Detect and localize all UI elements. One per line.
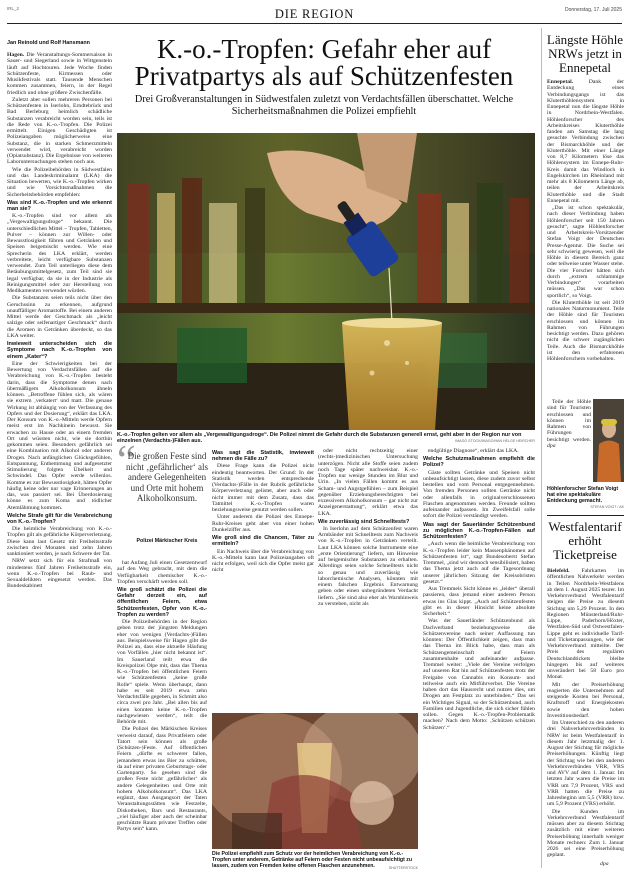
second-photo-credit: SHUTTERSTOCK — [388, 866, 418, 870]
article-column-4 — [423, 448, 535, 866]
paragraph: Gäste sollten Getränke und Speisen nicht unbeaufsichtigt lassen, diese zudem zuvor selbst bestellen und vom Personal entgegennehmen. Von fremden Personen sollten Getränke nicht oder allenfalls in originalverschlossenen Flaschen angenommen werden. Freunde sollten aufeinander aufpassen. Im Zweifelsfall solle sofort die Polizei verständigt werden. — [423, 469, 535, 520]
quote-text: Die großen Feste sind nicht ‚gefährlicher‘ als andere Gelegenheiten und Orte mit hohem Alkoholkonsum. — [126, 451, 208, 503]
paragraph: „Auch wenn die heimliche Verabreichung von K.-o.-Tropfen leider kein Massenphänomen auf Schützenfesten ist“, sagt Bundesoberst Stefan Tremmel, „sind wir dennoch sensibilisiert, haben das Thema jetzt auch auf die Tagesordnung unserer jährlichen Sitzung der Kreisobristen gesetzt.“ — [423, 541, 535, 585]
article-column-1 — [7, 52, 112, 867]
article-authors: Jan Reinold und Rolf Hansmann — [7, 40, 90, 46]
main-photo-caption: K.-o.-Tropfen gelten vor allem als „Vergewaltigungsdroge“. Die Polizei nimmt die Gefahr durch die Substanzen generell ernst, geht aber in der Region nur von einzelnen (Verdachts-)Fällen aus. — [117, 432, 522, 445]
sidebar2-dpa: dpa — [600, 861, 609, 867]
paragraph: Eine der Schwierigkeiten bei der Bewertung von Verdachtsfällen auf die Verabreichung von K.-o.-Tropfen besteht darin, dass die Symptome denen nach übermäßigem Alkoholkonsum ähneln können. „Betroffene fühlen sich, als wären sie extrem ‚verkatert‘ und matt. Die genaue Wirkung ist abhängig von der Verfassung des Opfers und der Dosierung“, erklärt das LKA. Der Konsum von K.-o.-Mitteln werde Opfern meist erst im Nachhinein bewusst. Sie erwachen zu Hause oder an einem fremden Ort und wüssten nicht, wie sie dorthin gekommen seien. Besonders gefährlich sei eine Kombination mit Alkohol oder anderen Drogen. Nach anfänglichen Glücksgefühlen, Entspannung, Enthemmung und aufgesetzter Stimulierung folgten Übelkeit und Schwindel. Das Opfer werde willenlos. Komme es zur Bewusstlosigkeit, hätten Opfer häufig keine oder nur vage Erinnerungen an das, was passiert sei. Bei Überdosierung könne es zum Koma und tödlicher Atemlähmung kommen. — [7, 360, 112, 511]
cave-explorer-photo — [593, 399, 624, 482]
section-title: DIE REGION — [274, 7, 355, 21]
headline-line-2: Privatpartys als auf Schützenfesten — [134, 61, 514, 91]
page-id: IRL_2 — [7, 6, 20, 11]
dateline: Hagen. — [7, 52, 25, 58]
drink-party-photo — [212, 713, 418, 849]
paragraph: oder nicht rechtzeitig einer (rechts-)medizinischen Untersuchung unterzögen. Nicht alle Stoffe seien zudem noch Tage später nachweisbar. K.-o.-Tropfen nur wenige Stunden im Blut und Urin. „In vielen Fällen kommt es aus Scham- und Angstgefühlen – zum Beispiel gegenüber Erziehungsberechtigten bei exzessivem Alkoholkonsum – gar nicht zur Anzeigenerstattung“, erklärt etwa das LKA. — [318, 448, 418, 517]
sidebar1-headline: Längste Höhle NRWs jetzt in Ennepetal — [546, 32, 624, 75]
paragraph: In Iserlohn auf dem Schützenfest waren Armbänder mit Schnelltests zum Nachweis von K.-o.-Tropfen in Getränken verteilt. Laut LKA können solche Instrumente eine „erste Orientierung“ liefern, um Hinweise auf beigemischte Substanzen zu erhalten. Allerdings seien solche Schnelltests nicht so genau und zuverlässig wie laborchemische Analysen, könnten mit einem falschen Ergebnis Entwarnung geben oder einen unbegründeten Verdacht liefern. „Sie sind also eher als Warnhinweis zu verstehen, nicht als — [318, 525, 418, 607]
subheading: Welche Strafe gilt für die Verabreichung von K.-o.-Tropfen? — [7, 512, 112, 525]
subheading: Wie zuverlässig sind Schnelltests? — [318, 518, 410, 525]
paragraph: hat Anfang Juli einen Gesetzentwurf auf den Weg gebracht, mit dem die Verfügbarkeit chemischer K.-o.-Tropfen verschärft werden soll. — [117, 560, 207, 585]
subheading: Welche Schutzmaßnahmen empfiehlt die Polizei? — [423, 456, 535, 469]
paragraph-text: Dank der Entdeckung eines Verbindungsgangs ist das Kluterthöhlensystem in Ennepetal nun die längste Höhle in Nordrhein-Westfalen. Höhlenforscher des Arbeitskreises Kluterthöhle fanden am Samstag die lang gesuchte Verbindung zwischen der Bismarckhöhle und der Kluterthöhle. Mit einer Länge von 8,7 Kilometern löse das Höhlensystem im Ennepe-Ruhr-Kreis damit das Windloch in Engelskirchen im Rheinland mit mehr als 8 Kilometern Länge ab, teilen der Arbeitskreis Kluterthöhle und die Stadt Ennepetal mit. — [547, 79, 624, 204]
paragraph: Die Polizei des Märkischen Kreises verweist darauf, dass Privatfeiern oder Tatort sein können als große (Schützen-)Feste. Auf öffentlichen Feiern „dürfte es schwerer fallen, jemandem etwas ins Bier zu schütten, da auf einer privaten Geburtstags- oder Gartenparty. So gesehen sind die großen Feste nicht ‚gefährlicher‘ als andere Gelegenheiten und Orte mit hohem Alkoholkonsum“. Das LKA ergänzt, dass Ausgangsort der Taten Veranstaltungsstätten wie Festzelte, Diskotheken, Bars und Restaurants, „viel häufiger aber auch der scheinbar geschützte Raum privater Treffen oder Partys sein“ kann. — [117, 726, 207, 833]
subheading: Wie groß schätzt die Polizei die Gefahr derzeit ein, auf öffentlichen Feiern, etwa Schützenfesten, Opfer von K.-o.-Tropfen zu werden? — [117, 587, 207, 618]
sidebar-divider — [541, 28, 542, 868]
paragraph: Im Unterschied zu den anderen drei Nahverkehrsverbünden in NRW ist beim Westfalentarif in diesem Jahr letztmalig der 1. August der Stichtag für mögliche Preiserhöhungen. Künftig liegt der Stichtag wie bei den anderen Verkehrsverbünden VRR, VRS und AVV auf dem 1. Januar. Im letzten Jahr waren die Preise im VRR um 7,9 Prozent, VRS und VRR hatten die Preise zu Jahresbeginn um 5,5 (VRR) bzw. um 5,9 Prozent (VRS) erhöht. — [547, 720, 624, 808]
cave-photo-credit: STEFAN VOIGT / AK — [590, 505, 624, 509]
paragraph: Zuletzt aber sollen mehreren Personen bei Schützenfesten in Iserlohn, Erndtebrück und Bad Berleburg heimlich schädliche Substanzen verabreicht worden sein, teils ist die Rede von K.-o.-Tropfen. Die Polizei ermittelt. Einigen Geschädigten ist Polizeiangaben möglicherweise eine Substanz, die in starken Schmerzmitteln verwendet wird, verabreicht worden (Opiatsubstanz). Die Ergebnisse von weiteren Laboruntersuchungen stehen noch aus. — [7, 96, 112, 166]
paragraph: Wie die Polizeibehörden in Südwestfalen und das Landeskriminalamt (LKA) die Situation bewerten, wie K.-o.-Tropfen wirken und wie Vorsichtsmaßnahmen die Sicherheitsbehörden empfehlen: — [7, 166, 112, 198]
sidebar1-body — [547, 79, 624, 399]
masthead-rule — [7, 23, 622, 24]
paragraph-text: Die Veranstaltungs-Sommersaison in Sauer- und Siegerland sowie in Wittgenstein läuft auf Hochtouren. Jede Woche finden Schützenfeste, Kirmessen oder Musikfestivals statt. Tausende Menschen kommen zusammen, feiern, in der Regel friedlich und ohne größere Zwischenfälle. — [7, 52, 112, 96]
paragraph-text: Fahrkarten im öffentlichen Nahverkehr werden in Teilen Nordrhein-Westfalens ab dem 1. August 2025 teurer. Im Verkehrsverbund Westfalentarif steigen die Preise zu diesem Stichtag um 5,29 Prozent. In den Regionen Münsterland/Ruhr-Lippe, Paderborn/Höxter, Westfalen-Süd und Ostwestfalen-Lippe geht es individuelle Tarif- und Ticketanpassungen, wie der Verkehrsverbund mitteilte. Der Preis des regulären Deutschlandtickets bleibe hingegen bis auf weiteres unverändert bei 58 Euro pro Monat. — [547, 568, 624, 681]
paragraph: NRW setzt sich für ein Strafmaß von mindestens fünf Jahren Freiheitsstrafe ein, wenn K.-o.-Tropfen bei Raub- und Sexualdelikten eingesetzt werden. Das Bundeskabinett — [7, 558, 112, 590]
article-column-2b — [212, 448, 314, 710]
headline-line-1: K.-o.-Tropfen: Gefahr eher auf — [156, 34, 492, 64]
quote-mark-icon: “ — [117, 438, 136, 484]
dateline: Bielefeld. — [547, 568, 570, 574]
paragraph: Die Kluterthöhle ist seit 2019 nationales Naturmonument. Teile der Höhle sind für Touristen erschlossen und können im Rahmen von Führungen besichtigt werden. Dazu gehören nicht die schwer zugänglichen Teile. Auch die Bismarckhöhle ist den erfahrenen Höhlenforschern vorbehalten. — [547, 299, 624, 362]
subheading: Wie groß sind die Chancen, Täter zu ermitteln? — [212, 535, 314, 548]
paragraph — [547, 79, 624, 204]
subheading: Was sagt der Sauerländer Schützenbund zu möglichen K.-o.-Tropfen-Fällen auf Schützenfesten? — [423, 521, 535, 541]
quote-box — [117, 438, 208, 558]
paragraph: Diese Frage kann die Polizei nicht eindeutig beantworten. Der Grund: In der Statistik werden entsprechende (Verdachts-)Fälle in der Rubrik gefährliche Körperverletzung gelistet, aber auch oder nicht immer mit dem Zusatz, dass das Tatmittel K.-o.-Tropfen waren beziehungsweise genutzt werden sollen. — [212, 463, 314, 514]
sidebar2-headline: Westfalentarif erhöht Ticketpreise — [548, 519, 622, 562]
paragraph — [547, 568, 624, 681]
article-column-2 — [117, 560, 207, 864]
paragraph: Aus Tremmels Sicht könne es „leider“ überall passieren, dass jemand einer anderen Person etwas ins Glas kippt. „Auch auf Schützenfesten gibt es in dieser Hinsicht keine absolute Sicherheit.“ — [423, 586, 535, 618]
dateline: Ennepetal. — [547, 79, 574, 85]
article-subhead: Drei Großveranstaltungen in Südwestfalen zuletzt von Verdachtsfällen überschattet. Welche Sicherheitsmaßnahmen die Polizei empfiehlt — [134, 94, 514, 117]
article-column-3 — [318, 448, 418, 710]
main-photo-credit: IMAGO STOCK/IMAGO/HAN HELGE HEIRCHER — [455, 439, 535, 443]
sidebar-section-rule — [547, 515, 624, 516]
paragraph: Unter anderem die Polizei des Ennepe-Ruhr-Kreises geht aber von einer hohen Dunkelziffer aus. — [212, 514, 314, 533]
paragraph — [7, 52, 112, 96]
paragraph: K.-o.-Tropfen sind vor allem als „Vergewaltigungsdroge“ bekannt. Die unterschiedlichen Mittel – Tropfen, Tabletten, Pulver – können zur Willen- oder Bewusstlosigkeit führen und Getränken und Speisen beigemischt werden. Wie eine Sprecherin des LKA erklärt, werden verbreitete, leicht verfügbare Substanzen verwendet. Zum Teil unterliegen diese dem Betäubungsmittelgesetz, zum Teil sind sie legal verfügbar, da sie in der Industrie als Reinigungsmittel oder zur Herstellung von Medikamenten verwendet würden. — [7, 213, 112, 295]
paragraph: Ein Nachweis über die Verabreichung von K.-o.-Mitteln kann laut Polizeiangaben oft nicht erfolgen, weil sich die Opfer meist gar nicht — [212, 548, 314, 574]
paragraph: Mit der Preiserhöhung reagierten die Unternehmen auf steigende Kosten bei Personal, Kraftstoff und Energiekosten sowie den hohen Investitionsbedarf. — [547, 681, 624, 719]
second-photo-caption: Die Polizei empfiehlt zum Schutz vor der heimlichen Verabreichung von K.-o.-Tropfen unter anderem, Getränke auf Feiern oder Festen nicht unbeaufsichtigt zu lassen, zudem von Fremden keine offenen Flaschen anzunehmen. — [212, 851, 413, 869]
paragraph: endgültige Diagnose“, erklärt das LKA. — [428, 448, 519, 454]
article-headline — [124, 36, 524, 90]
cave-photo-caption: Höhlenforscher Stefan Voigt hat eine spektakuläre Entdeckung gemacht. — [547, 486, 619, 505]
paragraph: „Das ist schon spektakulär, nach dieser Verbindung haben Höhlenforscher seit 150 Jahren gesucht“, sagte Höhlenforscher und Arbeitskreis-Vorsitzender Stefan Voigt der Deutschen Presse-Agentur. Die Suche sei sehr schwierig gewesen, weil die Höhle in diesem Bereich ganz oder teilweise unter Wasser stehe. Die vier Forscher hätten sich durch „extrem schlammige Verbindungen“ vorarbeiten müssen. „Das war schon sportlich“, so Voigt. — [547, 205, 624, 299]
issue-date: Donnerstag, 17. Juli 2025 — [565, 7, 622, 13]
subheading: Inwieweit unterscheiden sich die Symptome nach K.-o.-Tropfen von einem „Kater“? — [7, 341, 112, 360]
paragraph: Was der Sauerländer Schützenbund als Dachverband beziehungsweise die Schützenvereine nach seiner Auffassung tun könnten: Der Öffentlichkeit zeigen, dass man das Thema im Blick habe, dass man als Schützengemeinschaft auf Feiern zusammenhalte und aufeinander aufpasse. Tremmel weiter: „Viele der Vereine verfolgen auf unseren Rat hin auf Schützenfesten trotz der Freigabe von Cannabis ein Konsum- und teilweise auch ein Mitführverbot. Die Vereine haben dort das Hausrecht und nutzen dies, um Drogen am Festplatz zu unterbinden.“ Das sei ein Wichtiges Signal, so der Schützenbund, auch Familien und Jugendliche, die sich sicher fühlen sollen. Gegen K.-o.-Tropfen-Problematik machen? Nach dem Motto: ‚Schützen schützen Schützen‘.“ — [423, 618, 535, 731]
paragraph: Die Substanzen seien teils nicht über den Geruchssinn zu erkennen, aufgrund unauffälliger Aromastoffe. Bei einem anderen Mittel werde der Geschmack als „leicht salzige oder seifenartiger Geschmack“ durch die Aromen in Getränken überdeckt, so das LKA weiter. — [7, 295, 112, 339]
subheading: Was sind K.-o.-Tropfen und wie erkennt man sie? — [7, 199, 112, 212]
paragraph: Die Kunden im Verkehrsverbund Westfalentarif müssen aber zu diesem Stichtag zusätzlich mit einer weiteren Preiserhöhung innerhalb weniger Monate rechnen: Zum 1. Januar 2026 sei eine Preiserhöhung geplant. — [547, 808, 624, 859]
sidebar2-body — [547, 568, 624, 862]
subheading: Was sagt die Statistik, inwieweit nehmen die Fälle zu? — [212, 450, 314, 463]
paragraph: Die heimliche Verabreichung von K.-o.-Tropfen gilt als gefährliche Körperverletzung. Diese kann laut Gesetz mit Freiheitsstrafe zwischen drei Monaten und zehn Jahren sanktioniert werden, je nach Schwere der Tat. — [7, 526, 112, 558]
quote-source: Polizei Märkischer Kreis — [136, 538, 198, 544]
bar-scene-photo — [117, 133, 535, 430]
paragraph: Die Polizeibehörden in der Region gehen trotz der jüngsten Meldungen eher von wenigen (Verdachts-)Fällen aus. Beispielsweise für Hagen gibt die Polizei an, dass eine aktuelle Häufung von Vorfällen „hier nicht bekannt ist“. Im Sauerland teilt etwa die Kreispolizei Olpe mit, dass das Thema K.-o.-Tropfen bei öffentlichen Feiern wie Schützenfesten „keine große Rolle“ spiele. Wenn überhaupt, dann habe es seit 2019 etwa zehn Verdachtsfälle gegeben, in Schmitt also circa zwei pro Jahr. „Bei allen bis auf einen konnten keine K.-o.-Tropfen nachgewiesen werden“, teilt die Behörde mit. — [117, 619, 207, 726]
sidebar1-body-narrow: Teile der Höhle sind für Touristen erschlossen und können im Rahmen von Führungen besichtigt werden. dpa — [547, 399, 591, 449]
